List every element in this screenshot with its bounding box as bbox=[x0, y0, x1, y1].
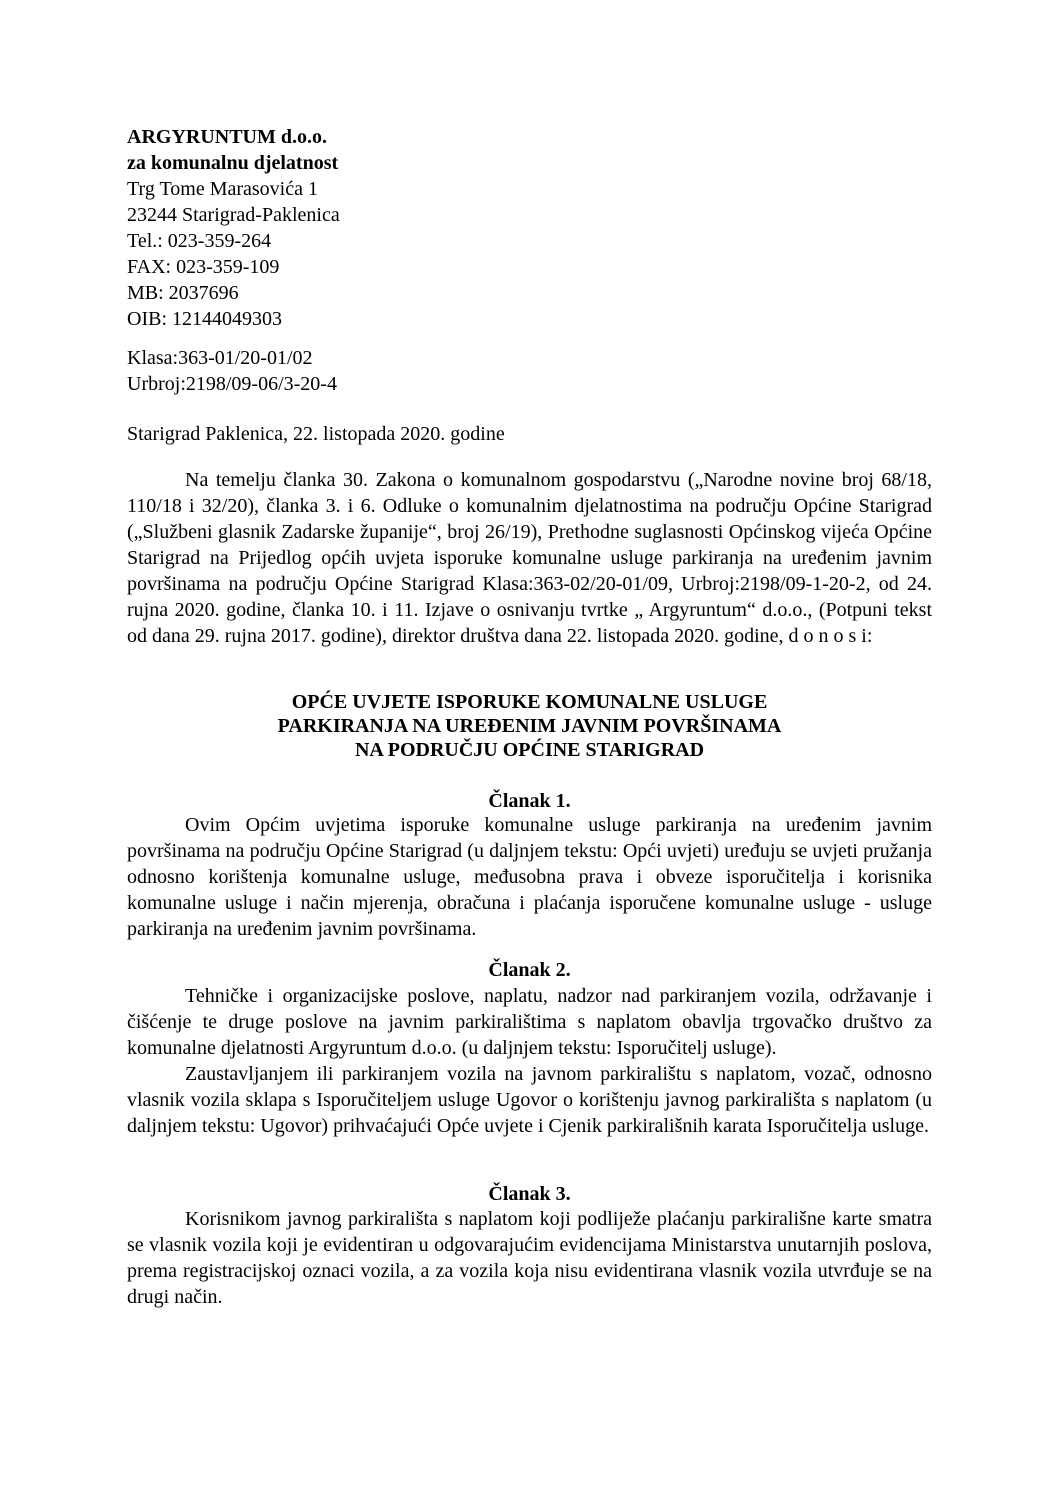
urbroj-reference: Urbroj:2198/09-06/3-20-4 bbox=[127, 373, 337, 395]
address-city: 23244 Starigrad-Paklenica bbox=[127, 204, 340, 226]
preamble-paragraph: Na temelju članka 30. Zakona o komunalnom gospodarstvu („Narodne novine broj 68/18, 110/18 i 32/20), članka 3. i 6. Odluke o komunalnim djelatnostima na području Općine Starigrad („Službeni glasnik Zadarske županije“, broj 26/19), Prethodne suglasnosti Općinskog vijeća Općine Starigrad na Prijedlog općih uvjeta isporuke komunalne usluge parkiranja na uređenim javnim površinama na području Općine Starigrad Klasa:363-02/20-01/09, Urbroj:2198/09-1-20-2, od 24. rujna 2020. godine, članka 10. i 11. Izjave o osnivanju tvrtke „ Argyruntum“ d.o.o., (Potpuni tekst od dana 29. rujna 2017. godine), direktor društva dana 22. listopada 2020. godine, d o n o s i: bbox=[127, 469, 932, 647]
company-name: ARGYRUNTUM d.o.o. bbox=[127, 126, 327, 148]
company-subtitle: za komunalnu djelatnost bbox=[127, 152, 339, 174]
article-1-text: Ovim Općim uvjetima isporuke komunalne usluge parkiranja na uređenim javnim površinama na području Općine Starigrad (u daljnjem tekstu: Opći uvjeti) uređuju se uvjeti pružanja odnosno korištenja komunalne usluge, međusobna prava i obveze isporučitelja i korisnika komunalne usluge i način mjerenja, obračuna i plaćanja isporučene komunalne usluge - usluge parkiranja na uređenim javnim površinama. bbox=[127, 814, 932, 940]
klasa-reference: Klasa:363-01/20-01/02 bbox=[127, 347, 313, 369]
sender-block bbox=[127, 124, 547, 332]
article-1-heading: Članak 1. bbox=[488, 790, 571, 812]
article-2-paragraph-1: Tehničke i organizacijske poslove, naplatu, nadzor nad parkiranjem vozila, održavanje i čišćenje te druge poslove na javnim parkiralištima s naplatom obavlja trgovačko društvo za komunalne djelatnosti Argyruntum d.o.o. (u daljnjem tekstu: Isporučitelj usluge). bbox=[127, 985, 932, 1059]
registration-number: MB: 2037696 bbox=[127, 282, 239, 304]
article-3-text: Korisnikom javnog parkirališta s naplatom koji podliježe plaćanju parkirališne karte smatra se vlasnik vozila koji je evidentiran u odgovarajućim evidencijama Ministarstva unutarnjih poslova, prema registracijskoj oznaci vozila, a za vozila koja nisu evidentirana vlasnik vozila utvrđuje se na drugi način. bbox=[127, 1208, 932, 1308]
article-2-paragraph-2: Zaustavljanjem ili parkiranjem vozila na javnom parkiralištu s naplatom, vozač, odnosno vlasnik vozila sklapa s Isporučiteljem usluge Ugovor o korištenju javnog parkirališta s naplatom (u daljnjem tekstu: Ugovor) prihvaćajući Opće uvjete i Cjenik parkirališnih karata Isporučitelja usluge. bbox=[127, 1063, 932, 1137]
address-street: Trg Tome Marasovića 1 bbox=[127, 178, 318, 200]
document-title bbox=[127, 690, 932, 762]
article-3-heading: Članak 3. bbox=[488, 1183, 571, 1205]
title-line-1: OPĆE UVJETE ISPORUKE KOMUNALNE USLUGE bbox=[291, 691, 768, 713]
article-2-heading: Članak 2. bbox=[488, 959, 571, 981]
phone-number: Tel.: 023-359-264 bbox=[127, 230, 272, 252]
title-line-3: NA PODRUČJU OPĆINE STARIGRAD bbox=[354, 739, 705, 761]
reference-block bbox=[127, 345, 547, 397]
fax-number: FAX: 023-359-109 bbox=[127, 256, 280, 278]
tax-number: OIB: 12144049303 bbox=[127, 308, 282, 330]
place-and-date: Starigrad Paklenica, 22. listopada 2020. godine bbox=[127, 423, 505, 445]
title-line-2: PARKIRANJA NA UREĐENIM JAVNIM POVRŠINAMA bbox=[277, 715, 782, 737]
